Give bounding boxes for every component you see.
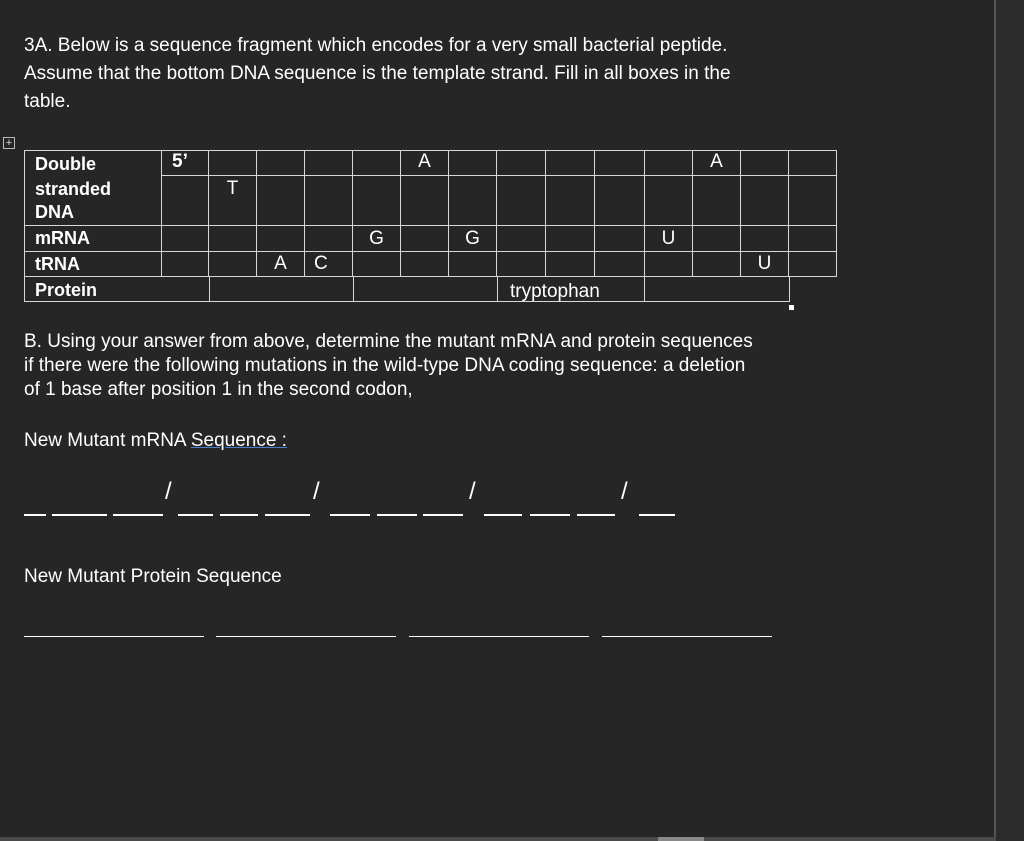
dna-bottom-cell[interactable] bbox=[304, 175, 353, 226]
blank-line[interactable] bbox=[178, 514, 213, 516]
question-a-line3: table. bbox=[24, 91, 71, 112]
protein-cell[interactable] bbox=[209, 276, 354, 302]
mrna-cell[interactable]: G bbox=[448, 225, 497, 252]
dna-top-cell[interactable]: 5’ bbox=[161, 150, 209, 176]
trna-cell[interactable] bbox=[692, 251, 741, 277]
codon-separator: / bbox=[469, 478, 476, 505]
question-a-line1: 3A. Below is a sequence fragment which encodes for a very small bacterial peptide. bbox=[24, 35, 728, 56]
dna-top-cell[interactable]: A bbox=[692, 150, 741, 176]
mrna-cell[interactable] bbox=[304, 225, 353, 252]
mrna-cell[interactable] bbox=[161, 225, 209, 252]
mrna-cell[interactable]: G bbox=[352, 225, 401, 252]
dna-bottom-cell[interactable] bbox=[594, 175, 645, 226]
mrna-cell[interactable] bbox=[256, 225, 305, 252]
codon-separator: / bbox=[621, 478, 628, 505]
codon-separator: / bbox=[313, 478, 320, 505]
dna-top-cell[interactable] bbox=[256, 150, 305, 176]
question-b-line1: B. Using your answer from above, determine the mutant mRNA and protein sequences bbox=[24, 331, 753, 352]
trna-cell[interactable]: C bbox=[304, 251, 353, 277]
trna-cell[interactable] bbox=[545, 251, 595, 277]
blank-line[interactable] bbox=[577, 514, 615, 516]
horizontal-scrollbar-thumb[interactable] bbox=[658, 837, 704, 841]
dna-bottom-cell[interactable] bbox=[788, 175, 837, 226]
codon-separator: / bbox=[165, 478, 172, 505]
trna-cell[interactable] bbox=[594, 251, 645, 277]
mrna-cell[interactable]: U bbox=[644, 225, 693, 252]
row-label-dna-line3: DNA bbox=[35, 202, 74, 222]
blank-line[interactable] bbox=[220, 514, 258, 516]
trna-cell[interactable] bbox=[208, 251, 257, 277]
blank-line[interactable] bbox=[265, 514, 310, 516]
trna-cell[interactable] bbox=[352, 251, 401, 277]
blank-line[interactable] bbox=[330, 514, 370, 516]
mutant-mrna-label bbox=[24, 430, 287, 452]
dna-bottom-cell[interactable] bbox=[400, 175, 449, 226]
blank-line[interactable] bbox=[423, 514, 463, 516]
trna-cell[interactable] bbox=[644, 251, 693, 277]
table-resize-handle[interactable] bbox=[789, 305, 794, 310]
protein-cell[interactable] bbox=[353, 276, 498, 302]
dna-bottom-cell[interactable] bbox=[644, 175, 693, 226]
question-b-line2: if there were the following mutations in the wild-type DNA coding sequence: a deletion bbox=[24, 355, 746, 376]
trna-cell[interactable] bbox=[788, 251, 837, 277]
mrna-cell[interactable] bbox=[740, 225, 789, 252]
mrna-cell[interactable] bbox=[788, 225, 837, 252]
mrna-cell[interactable] bbox=[208, 225, 257, 252]
dna-top-cell[interactable] bbox=[644, 150, 693, 176]
trna-cell[interactable]: A bbox=[256, 251, 305, 277]
blank-line[interactable] bbox=[216, 636, 396, 637]
trna-cell[interactable] bbox=[448, 251, 497, 277]
dna-top-cell[interactable] bbox=[594, 150, 645, 176]
table-move-handle-icon[interactable]: + bbox=[3, 137, 15, 149]
vertical-scrollbar[interactable] bbox=[994, 0, 1024, 841]
dna-top-cell[interactable] bbox=[740, 150, 789, 176]
dna-bottom-cell[interactable] bbox=[161, 175, 209, 226]
dna-top-cell[interactable] bbox=[545, 150, 595, 176]
dna-bottom-cell[interactable] bbox=[256, 175, 305, 226]
blank-line[interactable] bbox=[409, 636, 589, 637]
dna-top-cell[interactable] bbox=[448, 150, 497, 176]
row-label-dna bbox=[24, 150, 162, 226]
dna-bottom-cell[interactable] bbox=[352, 175, 401, 226]
mrna-cell[interactable] bbox=[545, 225, 595, 252]
mutant-protein-label: New Mutant Protein Sequence bbox=[24, 566, 282, 587]
question-b bbox=[24, 330, 753, 402]
question-b-line3: of 1 base after position 1 in the second codon, bbox=[24, 379, 413, 400]
mrna-cell[interactable] bbox=[692, 225, 741, 252]
trna-cell[interactable] bbox=[161, 251, 209, 277]
blank-line[interactable] bbox=[484, 514, 522, 516]
blank-line[interactable] bbox=[24, 514, 46, 516]
dna-top-cell[interactable] bbox=[304, 150, 353, 176]
mrna-cell[interactable] bbox=[400, 225, 449, 252]
mrna-cell[interactable] bbox=[496, 225, 546, 252]
horizontal-scrollbar[interactable] bbox=[0, 837, 996, 841]
dna-bottom-cell[interactable]: T bbox=[208, 175, 257, 226]
protein-cell[interactable]: tryptophan bbox=[497, 276, 645, 302]
dna-top-cell[interactable] bbox=[788, 150, 837, 176]
trna-cell[interactable] bbox=[496, 251, 546, 277]
blank-line[interactable] bbox=[639, 514, 675, 516]
blank-line[interactable] bbox=[24, 636, 204, 637]
dna-top-cell[interactable] bbox=[496, 150, 546, 176]
dna-bottom-cell[interactable] bbox=[496, 175, 546, 226]
dna-bottom-cell[interactable] bbox=[692, 175, 741, 226]
row-label-protein: Protein bbox=[24, 276, 210, 302]
trna-cell[interactable]: U bbox=[740, 251, 789, 277]
dna-top-cell[interactable]: A bbox=[400, 150, 449, 176]
trna-cell[interactable] bbox=[400, 251, 449, 277]
dna-top-cell[interactable] bbox=[208, 150, 257, 176]
protein-cell[interactable] bbox=[644, 276, 790, 302]
mrna-cell[interactable] bbox=[594, 225, 645, 252]
blank-line[interactable] bbox=[377, 514, 417, 516]
question-a-line2: Assume that the bottom DNA sequence is the template strand. Fill in all boxes in the bbox=[24, 63, 731, 84]
mutant-mrna-label-prefix: New Mutant mRNA bbox=[24, 430, 191, 451]
question-a bbox=[24, 32, 731, 116]
blank-line[interactable] bbox=[602, 636, 772, 637]
row-label-mrna: mRNA bbox=[24, 225, 162, 252]
blank-line[interactable] bbox=[113, 514, 163, 516]
dna-bottom-cell[interactable] bbox=[740, 175, 789, 226]
blank-line[interactable] bbox=[530, 514, 570, 516]
dna-bottom-cell[interactable] bbox=[545, 175, 595, 226]
row-label-dna-line2: stranded bbox=[35, 179, 112, 199]
row-label-dna-line1: Double bbox=[35, 154, 96, 174]
mutant-mrna-label-link: Sequence : bbox=[190, 430, 287, 451]
blank-line[interactable] bbox=[52, 514, 107, 516]
row-label-trna: tRNA bbox=[24, 251, 162, 277]
dna-bottom-cell[interactable] bbox=[448, 175, 497, 226]
dna-top-cell[interactable] bbox=[352, 150, 401, 176]
